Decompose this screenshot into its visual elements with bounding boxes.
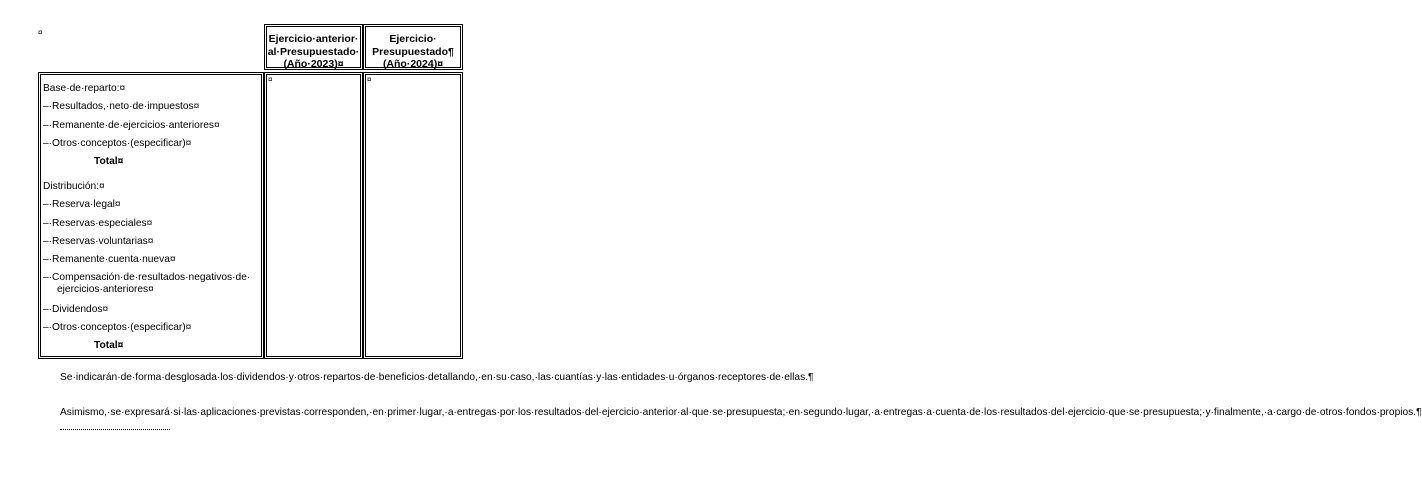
- note-paragraph-dividends: Se·indicarán·de·forma·desglosada·los·dividendos·y·otros·repartos·de·beneficios·detallando,·en·su·caso,·las·cuantías·y·las·entidades·u·órganos·receptores·de·ellas.¶: [60, 372, 814, 383]
- distribution-item: –·Dividendos¤: [43, 304, 109, 315]
- distribution-item: –·Remanente·cuenta·nueva¤: [43, 254, 176, 265]
- distribution-item: –·Otros·conceptos·(especificar)¤: [43, 322, 192, 333]
- header-budget-year: [363, 24, 463, 70]
- prior-year-values-cell: [264, 72, 363, 359]
- header-budget-line-2: Presupuestado¶: [372, 45, 454, 58]
- distribution-item: –·Compensación·de·resultados·negativos·de·: [43, 272, 251, 283]
- header-prior-line-1: Ejercicio·anterior·: [268, 33, 359, 45]
- header-prior-line-3: (Año·2023)¤: [283, 58, 344, 70]
- header-prior-year: [264, 24, 363, 70]
- note-paragraph-applications: [60, 406, 1422, 435]
- header-prior-line-2: al·Presupuestado·: [267, 45, 360, 58]
- distribution-item: –·Reservas·voluntarias¤: [43, 236, 154, 247]
- header-budget-line-1: Ejercicio·: [389, 33, 437, 45]
- distribution-title: Distribución:¤: [43, 181, 105, 192]
- dotted-leader: [60, 429, 170, 430]
- corner-cell-mark: ¤: [38, 28, 43, 37]
- distribution-item-continuation: ejercicios·anteriores¤: [57, 284, 154, 295]
- base-item: –·Otros·conceptos·(especificar)¤: [43, 138, 192, 149]
- cell-mark: ¤: [367, 75, 372, 84]
- concepts-cell: [38, 72, 264, 359]
- base-title: Base·de·reparto:¤: [43, 83, 126, 94]
- header-budget-line-3: (Año·2024)¤: [382, 58, 444, 70]
- budget-year-values-cell: [363, 72, 463, 359]
- note-paragraph-applications-text: Asimismo,·se·expresará·si·las·aplicaciones·previstas·corresponden,·en·primer·lugar,·a·entregas·por·los·resultados·del·ejercicio·anterior·al·que·se·presupuesta;·en·segundo·lugar,·a·entregas·a·cuenta·de·los·resultados·del·ejercicio·que·se·presupuesta;·y·finalmente,·a·cargo·de·otros·fondos·propios.¶: [60, 407, 1422, 418]
- base-item: –·Resultados,·neto·de·impuestos¤: [43, 101, 200, 112]
- cell-mark: ¤: [268, 75, 273, 84]
- distribution-total-label: Total¤: [94, 340, 124, 351]
- base-item: –·Remanente·de·ejercicios·anteriores¤: [43, 120, 220, 131]
- distribution-item: –·Reservas·especiales¤: [43, 218, 153, 229]
- distribution-item: –·Reserva·legal¤: [43, 199, 121, 210]
- base-total-label: Total¤: [94, 156, 124, 167]
